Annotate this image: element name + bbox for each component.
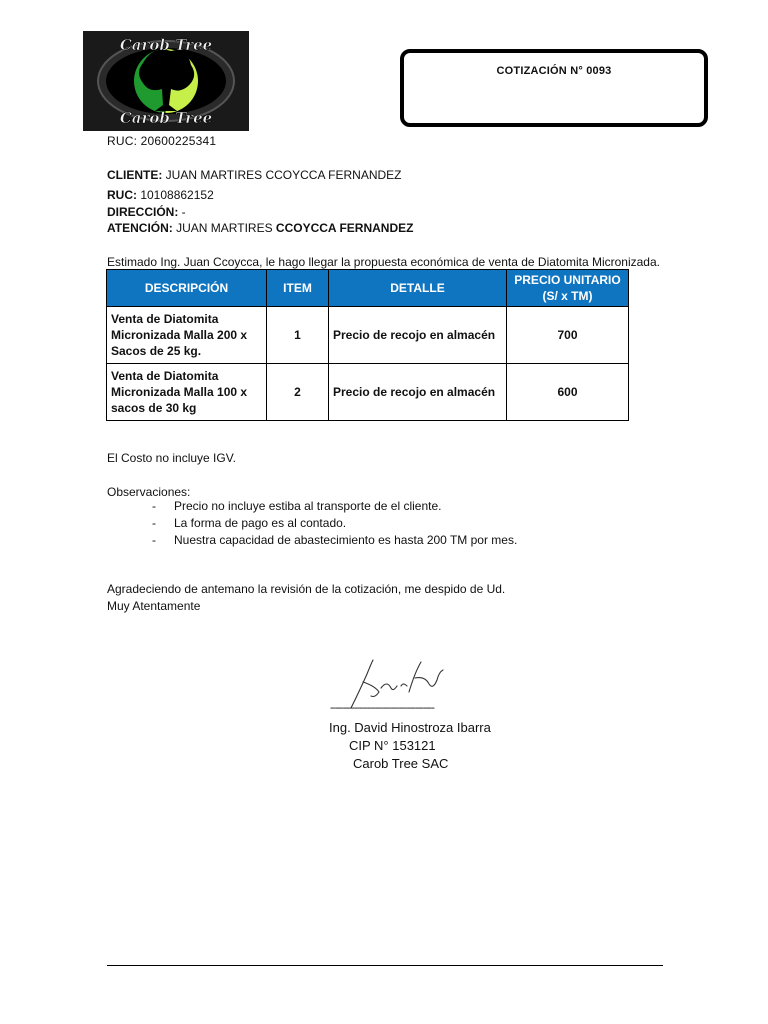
row-description: [107, 364, 267, 421]
row-description-line: sacos de 30 kg: [111, 401, 197, 415]
quote-number-box: [400, 49, 708, 127]
header-price-line2: (S/ x TM): [542, 289, 593, 303]
list-item: - Precio no incluye estiba al transporte de el cliente.: [152, 499, 442, 513]
signer-name: Ing. David Hinostroza Ibarra: [329, 720, 491, 735]
signer-company: Carob Tree SAC: [353, 756, 449, 771]
row-item: 2: [267, 364, 329, 421]
row-item: 1: [267, 307, 329, 364]
quote-number: COTIZACIÓN N° 0093: [496, 65, 612, 77]
signer-cip: CIP N° 153121: [349, 738, 436, 753]
igv-note: El Costo no incluye IGV.: [107, 451, 236, 465]
row-price: 600: [507, 364, 629, 421]
row-description-line: Venta de Diatomita: [111, 312, 219, 326]
row-description-line: Venta de Diatomita: [111, 369, 219, 383]
observation-text: Nuestra capacidad de abastecimiento es hasta 200 TM por mes.: [174, 533, 518, 547]
client-ruc-value: 10108862152: [137, 188, 214, 202]
closing-line-2: Muy Atentamente: [107, 599, 201, 613]
row-detail: Precio de recojo en almacén: [329, 364, 507, 421]
intro-text: Estimado Ing. Juan Ccoycca, le hago llegar la propuesta económica de venta de Diatomita Micronizada.: [107, 255, 660, 269]
client-value: JUAN MARTIRES CCOYCCA FERNANDEZ: [162, 168, 402, 182]
footer-divider: [107, 965, 663, 966]
row-description-line: Micronizada Malla 100 x: [111, 385, 248, 399]
signature-line: ---------------------------------------: [330, 702, 434, 714]
row-description-line: Sacos de 25 kg.: [111, 344, 202, 358]
company-ruc: RUC: 20600225341: [107, 134, 217, 148]
observation-text: Precio no incluye estiba al transporte de el cliente.: [174, 499, 442, 513]
carob-tree-logo-icon: [83, 31, 249, 131]
observations-title: Observaciones:: [107, 485, 191, 499]
attention-value-bold: CCOYCCA FERNANDEZ: [275, 221, 414, 235]
quote-table: [106, 269, 629, 421]
client-label: CLIENTE:: [107, 168, 163, 182]
row-description: [107, 307, 267, 364]
header-price-line1: PRECIO UNITARIO: [514, 273, 621, 287]
attention-line: [107, 221, 413, 235]
attention-label: ATENCIÓN:: [107, 221, 173, 235]
address-label: DIRECCIÓN:: [107, 205, 179, 219]
client-ruc-line: [107, 188, 214, 202]
table-row: [107, 364, 629, 421]
logo-text-top: Carob Tree: [119, 36, 213, 54]
address-value: -: [178, 205, 186, 219]
client-line: [107, 168, 401, 182]
row-price: 700: [507, 307, 629, 364]
header-detail: DETALLE: [329, 270, 507, 307]
attention-value-plain: JUAN MARTIRES: [172, 221, 276, 235]
list-item: - Nuestra capacidad de abastecimiento es hasta 200 TM por mes.: [152, 533, 518, 547]
observation-text: La forma de pago es al contado.: [174, 516, 347, 530]
header-description: DESCRIPCIÓN: [107, 270, 267, 307]
company-logo: [83, 31, 249, 131]
row-detail: Precio de recojo en almacén: [329, 307, 507, 364]
client-ruc-label: RUC:: [107, 188, 137, 202]
closing-line-1: Agradeciendo de antemano la revisión de la cotización, me despido de Ud.: [107, 582, 506, 596]
logo-text-bottom: Carob Tree: [119, 109, 213, 127]
header-price: [507, 270, 629, 307]
table-row: [107, 307, 629, 364]
observations-list: [107, 498, 517, 549]
list-item: - La forma de pago es al contado.: [152, 516, 347, 530]
address-line: [107, 205, 186, 219]
header-item: ITEM: [267, 270, 329, 307]
row-description-line: Micronizada Malla 200 x: [111, 328, 248, 342]
table-header-row: [107, 270, 629, 307]
